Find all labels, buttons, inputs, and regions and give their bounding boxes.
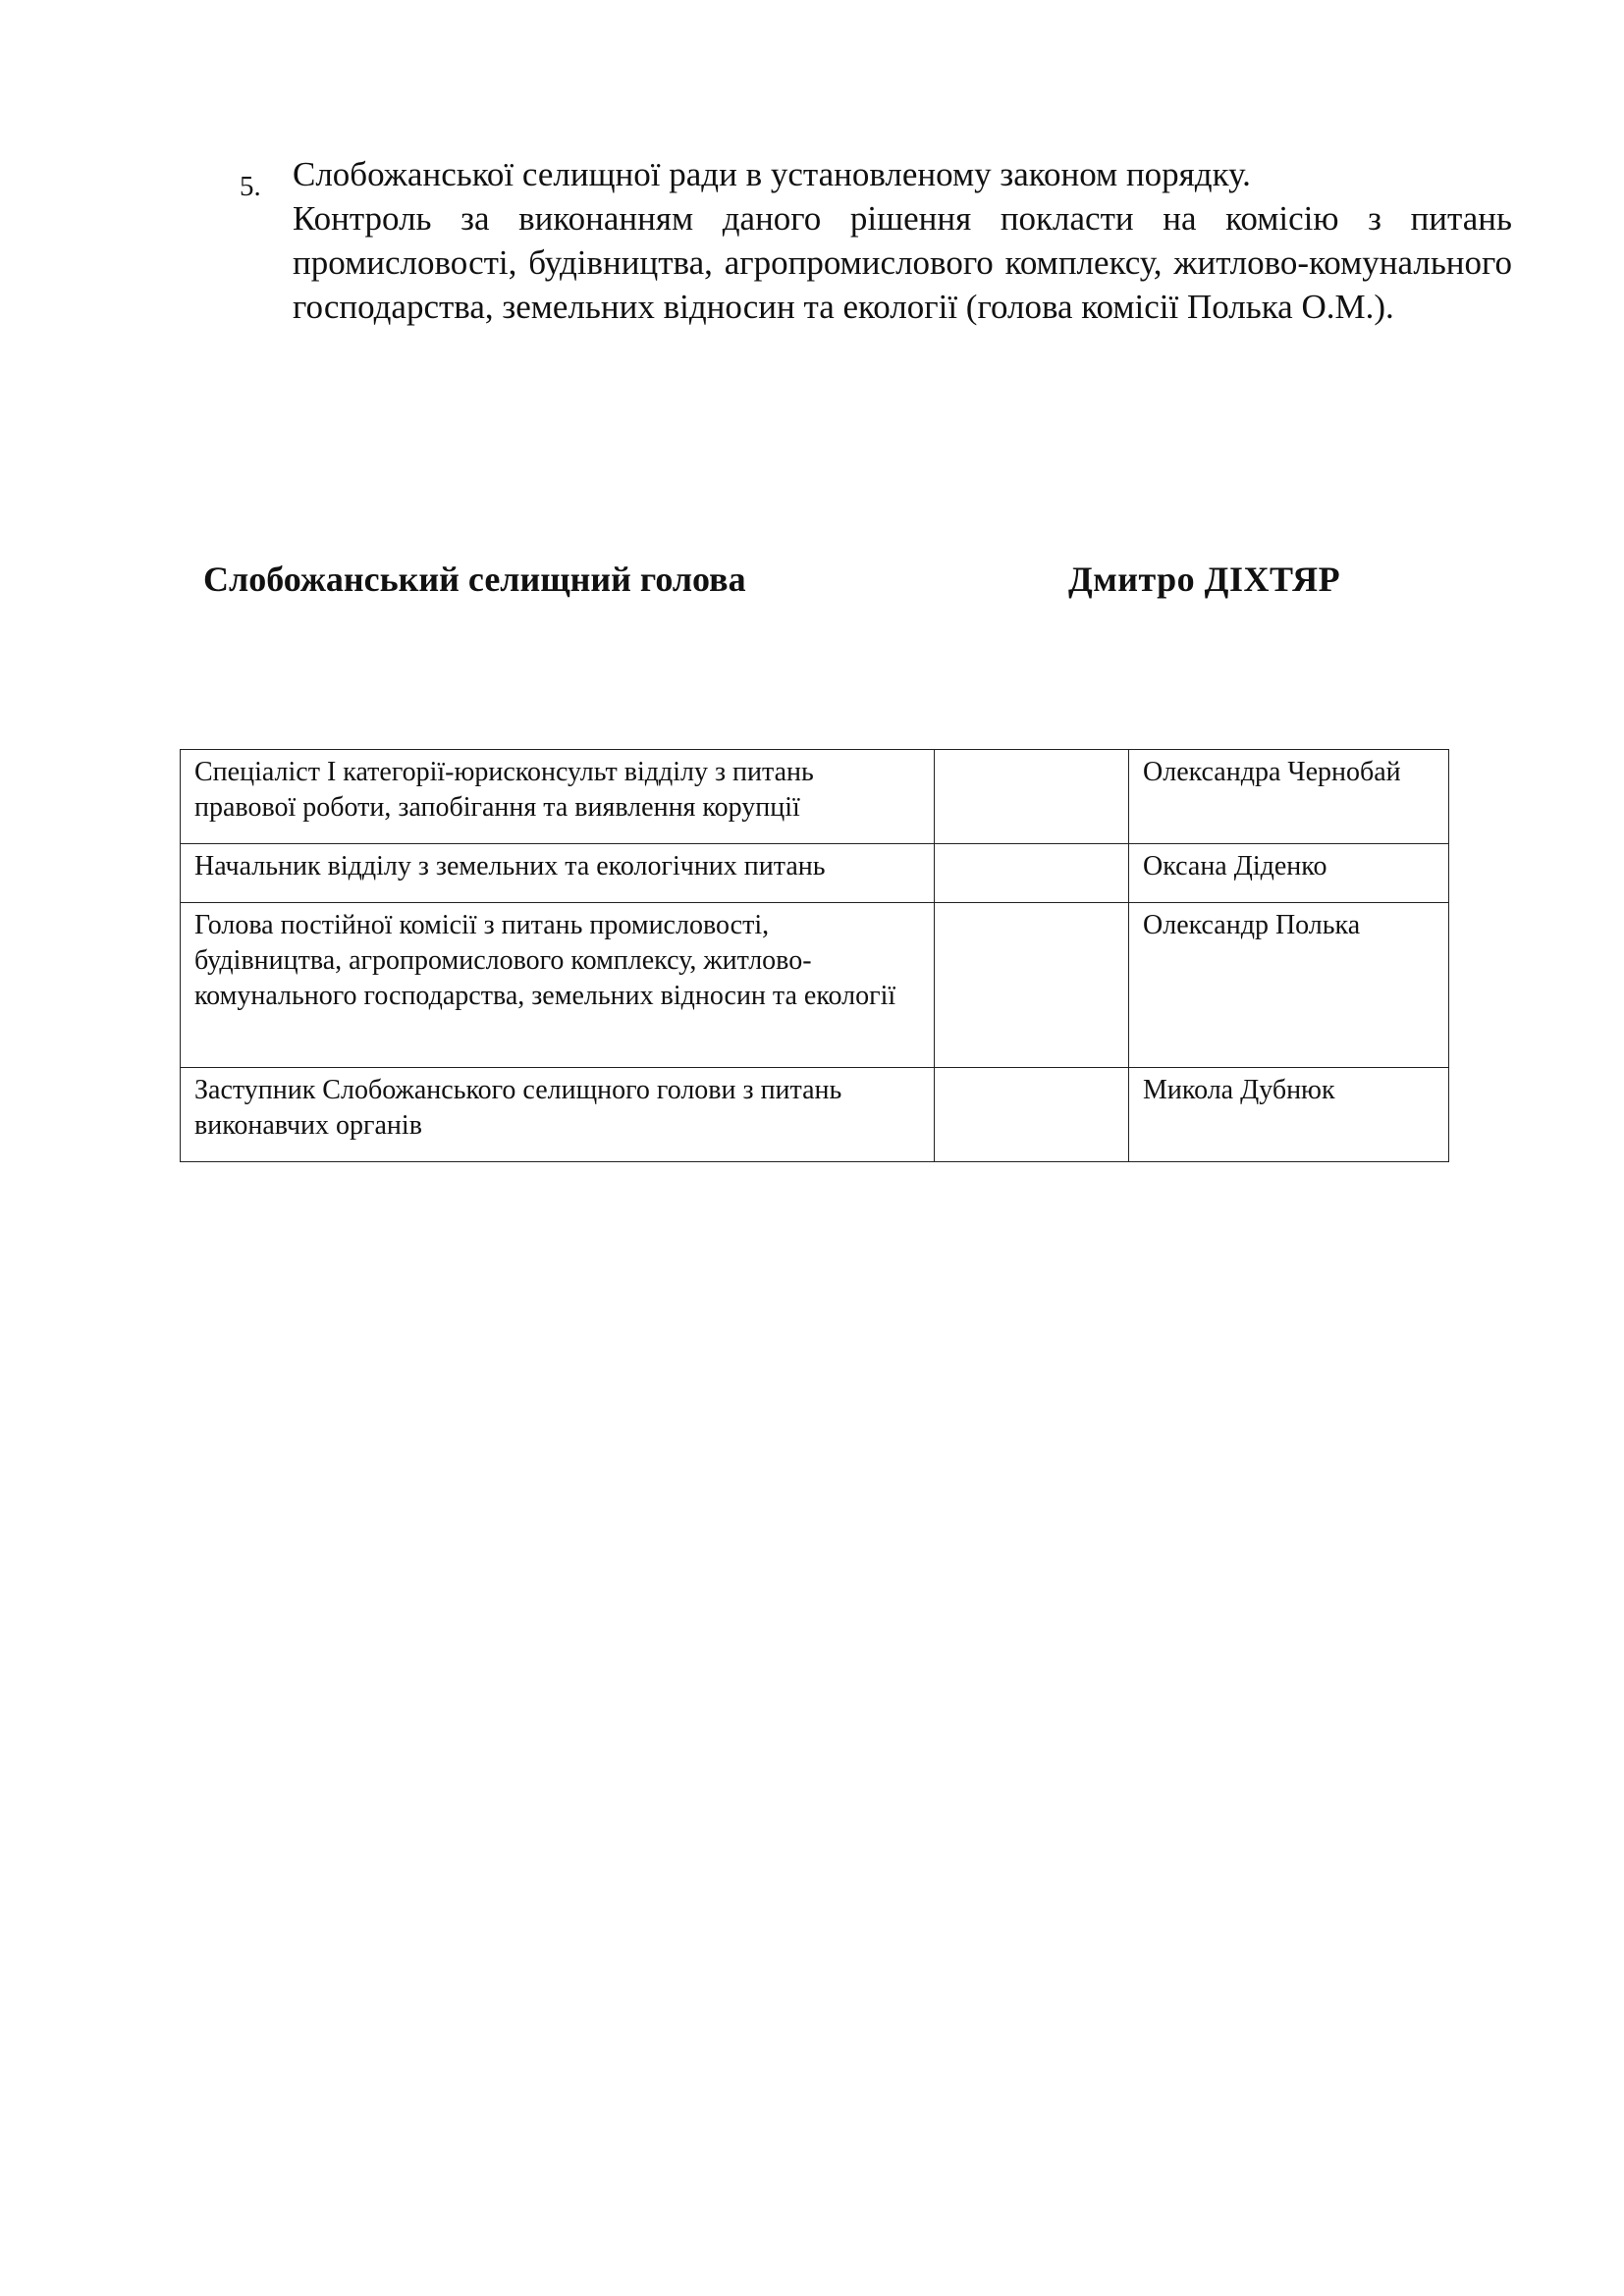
approval-position: Голова постійної комісії з питань промисловості, будівництва, агропромислового комплексу, житлово-комунального господарства, земельних відносин та екології: [181, 903, 935, 1068]
list-item-5-text: Контроль за виконанням даного рішення покласти на комісію з питань промисловості, будівництва, агропромислового комплексу, житлово-комунального господарства, земельних відносин та екології (голова комісії Полька О.М.).: [293, 199, 1512, 326]
signature-name: Дмитро ДІХТЯР: [1068, 560, 1341, 599]
approval-name: Микола Дубнюк: [1129, 1068, 1449, 1162]
approval-signature-field: [935, 844, 1129, 903]
table-row: [181, 1068, 1449, 1162]
approval-signature-field: [935, 750, 1129, 844]
approval-signature-field: [935, 903, 1129, 1068]
table-row: [181, 750, 1449, 844]
approval-name: Олександра Чернобай: [1129, 750, 1449, 844]
table-row: [181, 903, 1449, 1068]
approval-signature-field: [935, 1068, 1129, 1162]
approval-name: Оксана Діденко: [1129, 844, 1449, 903]
table-row: [181, 844, 1449, 903]
approval-table: [180, 749, 1449, 1162]
approval-position: Заступник Слобожанського селищного голови з питань виконавчих органів: [181, 1068, 935, 1162]
signature-title: Слобожанський селищний голова: [203, 560, 746, 599]
list-item-number: 5.: [240, 171, 261, 202]
approval-position: Начальник відділу з земельних та екологічних питань: [181, 844, 935, 903]
paragraph-continuation: Слобожанської селищної ради в установленому законом порядку.: [293, 155, 1251, 193]
approval-position: Спеціаліст І категорії-юрисконсульт відділу з питань правової роботи, запобігання та виявлення корупції: [181, 750, 935, 844]
approval-name: Олександр Полька: [1129, 903, 1449, 1068]
